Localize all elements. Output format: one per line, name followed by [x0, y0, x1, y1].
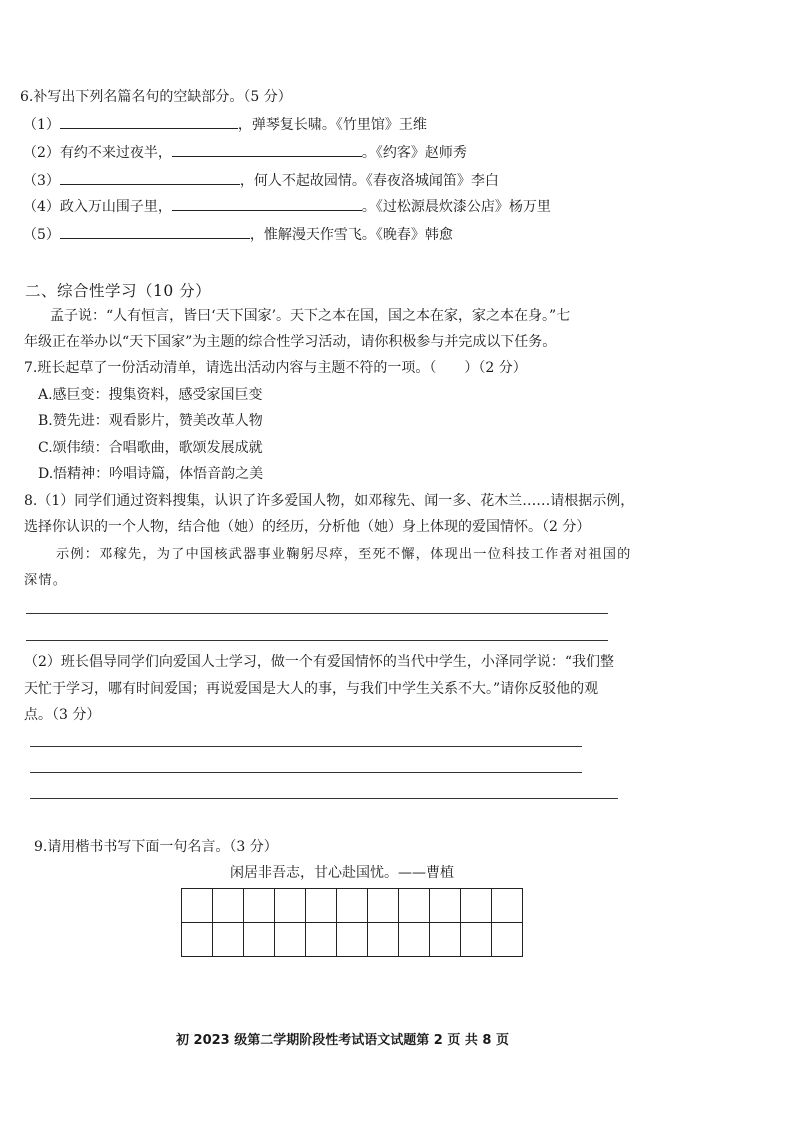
- section-title: 二、综合性学习（10 分）: [25, 282, 212, 300]
- q8-part2-line-2: 天忙于学习，哪有时间爱国；再说爱国是大人的事，与我们中学生关系不大。”请你反驳他的观: [24, 681, 599, 697]
- item-text-after: ，弹琴复长啸。《竹里馆》王维: [237, 117, 427, 133]
- grid-cell[interactable]: [368, 889, 399, 923]
- grid-cell[interactable]: [182, 923, 213, 957]
- fill-blank-1[interactable]: [60, 116, 238, 129]
- q7-option-d[interactable]: D.悟精神：吟唱诗篇，体悟音韵之美: [38, 466, 264, 482]
- answer-line[interactable]: [30, 798, 618, 799]
- grid-cell[interactable]: [213, 923, 244, 957]
- q6-title: 6.补写出下列名篇名句的空缺部分。（5 分）: [20, 89, 292, 105]
- grid-cell[interactable]: [430, 923, 461, 957]
- grid-cell[interactable]: [306, 923, 337, 957]
- grid-cell[interactable]: [275, 889, 306, 923]
- grid-cell[interactable]: [399, 923, 430, 957]
- item-number: （2）: [23, 145, 60, 161]
- grid-cell[interactable]: [492, 889, 523, 923]
- item-text-after: 。《过松源晨炊漆公店》杨万里: [361, 199, 551, 215]
- q7-option-b[interactable]: B.赞先进：观看影片，赞美改革人物: [38, 413, 263, 429]
- q7-option-a[interactable]: A.感巨变：搜集资料，感受家国巨变: [38, 387, 263, 403]
- q6-item-5: [23, 226, 453, 244]
- q8-part2-line-1: （2）班长倡导同学们向爱国人士学习，做一个有爱国情怀的当代中学生，小泽同学说：“我们整: [24, 654, 615, 670]
- grid-cell[interactable]: [182, 889, 213, 923]
- q9-stem: 9.请用楷书书写下面一句名言。（3 分）: [34, 839, 278, 855]
- item-text-after: ，何人不起故园情。《春夜洛城闻笛》李白: [239, 173, 499, 189]
- section-intro-line-1: 孟子说：“人有恒言，皆曰‘天下国家’。天下之本在国，国之本在家，家之本在身。”七: [50, 308, 571, 324]
- q7-stem: 7.班长起草了一份活动清单，请选出活动内容与主题不符的一项。（ ）（2 分）: [24, 360, 527, 376]
- q9-quote: 闲居非吾志，甘心赴国忧。——曹植: [230, 865, 454, 881]
- answer-line[interactable]: [26, 613, 608, 614]
- item-number: （4）: [23, 199, 60, 215]
- q6-item-2: [23, 144, 467, 162]
- grid-cell[interactable]: [461, 923, 492, 957]
- q7-option-c[interactable]: C.颂伟绩：合唱歌曲，歌颂发展成就: [38, 440, 263, 456]
- q8-part2-line-3: 点。（3 分）: [24, 707, 101, 723]
- fill-blank-3[interactable]: [60, 172, 240, 185]
- grid-cell[interactable]: [306, 889, 337, 923]
- item-text-after: 。《约客》赵师秀: [361, 145, 467, 161]
- q6-item-1: [23, 116, 427, 134]
- grid-row: [182, 889, 523, 923]
- item-number: （3）: [23, 173, 60, 189]
- fill-blank-5[interactable]: [60, 226, 250, 239]
- answer-line[interactable]: [30, 772, 582, 773]
- item-text-after: ，惟解漫天作雪飞。《晚春》韩愈: [249, 227, 453, 243]
- grid-cell[interactable]: [399, 889, 430, 923]
- grid-row: [182, 923, 523, 957]
- item-number: （5）: [23, 227, 60, 243]
- writing-grid[interactable]: [181, 888, 523, 957]
- item-text-before: 政入万山围子里，: [59, 199, 172, 215]
- grid-cell[interactable]: [213, 889, 244, 923]
- q6-item-3: [23, 172, 499, 190]
- fill-blank-2[interactable]: [172, 144, 362, 157]
- answer-line[interactable]: [30, 746, 582, 747]
- item-text-before: 有约不来过夜半，: [59, 145, 172, 161]
- q6-item-4: [23, 198, 551, 216]
- grid-cell[interactable]: [275, 923, 306, 957]
- grid-cell[interactable]: [244, 889, 275, 923]
- grid-cell[interactable]: [368, 923, 399, 957]
- fill-blank-4[interactable]: [172, 198, 362, 211]
- answer-line[interactable]: [26, 640, 608, 641]
- grid-cell[interactable]: [337, 923, 368, 957]
- q8-part1-line-2: 选择你认识的一个人物，结合他（她）的经历，分析他（她）身上体现的爱国情怀。（2 分）: [24, 519, 591, 535]
- grid-cell[interactable]: [430, 889, 461, 923]
- q8-example-line-1: 示例：邓稼先，为了中国核武器事业鞠躬尽瘁，至死不懈，体现出一位科技工作者对祖国的: [56, 547, 632, 562]
- item-number: （1）: [23, 117, 60, 133]
- q8-part1-line-1: 8.（1）同学们通过资料搜集，认识了许多爱国人物，如邓稼先、闻一多、花木兰……请根据示例，: [24, 493, 635, 509]
- page-footer: 初 2023 级第二学期阶段性考试语文试题第 2 页 共 8 页: [176, 1033, 509, 1048]
- grid-cell[interactable]: [461, 889, 492, 923]
- grid-cell[interactable]: [244, 923, 275, 957]
- grid-cell[interactable]: [492, 923, 523, 957]
- section-intro-line-2: 年级正在举办以“天下国家”为主题的综合性学习活动，请你积极参与并完成以下任务。: [24, 334, 557, 350]
- grid-cell[interactable]: [337, 889, 368, 923]
- q8-example-line-2: 深情。: [24, 573, 68, 588]
